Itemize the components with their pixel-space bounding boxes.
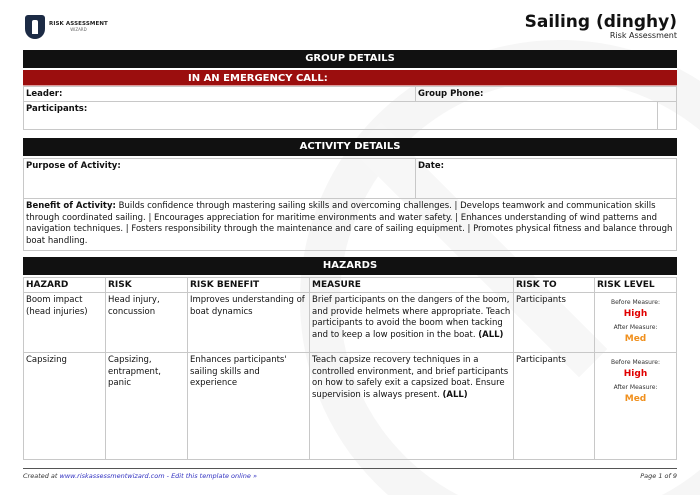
emergency-call-banner: IN AN EMERGENCY CALL: — [23, 68, 677, 86]
hazards-heading: HAZARDS — [23, 257, 677, 275]
risk-cell: Capsizing, entrapment, panic — [106, 353, 188, 460]
before-measure-label: Before Measure: — [610, 299, 661, 306]
logo — [25, 15, 108, 39]
edit-template-link[interactable]: - Edit this template online » — [166, 472, 257, 480]
logo-subtitle: WIZARD — [70, 27, 87, 33]
col-hazard: HAZARD — [24, 278, 106, 293]
after-level-badge: Med — [624, 333, 647, 344]
risk-level-cell — [595, 353, 677, 460]
activity-details-table — [23, 158, 677, 251]
after-measure-label: After Measure: — [613, 384, 658, 391]
col-risk-benefit: RISK BENEFIT — [188, 278, 310, 293]
risk-level-cell — [595, 293, 677, 353]
hazards-header-row — [24, 278, 677, 293]
measure-text: Teach capsize recovery techniques in a controlled environment, and brief participants on how to safely exit a capsized boat. Ensure supervision is always present. — [312, 355, 509, 400]
hazard-row — [24, 293, 677, 353]
risk-benefit-cell: Enhances participants' sailing skills and experience — [188, 353, 310, 460]
created-at-text: Created at — [23, 472, 58, 480]
risk-cell: Head injury, concussion — [106, 293, 188, 353]
before-level-badge: High — [623, 308, 648, 319]
col-risk: RISK — [106, 278, 188, 293]
document-footer — [23, 468, 677, 480]
before-level-badge: High — [623, 368, 648, 379]
col-measure: MEASURE — [310, 278, 514, 293]
benefit-field — [24, 199, 677, 251]
measure-text: Brief participants on the dangers of the boom, and provide helmets where appropriate. Teach participants to avoid the boom when tacking and to keep a low position in the boat. — [312, 295, 511, 340]
date-label: Date: — [418, 161, 445, 171]
document-title: Sailing (dinghy) — [524, 12, 677, 32]
risk-to-cell: Participants — [514, 293, 595, 353]
logo-title: RISK ASSESSMENT — [49, 20, 108, 27]
purpose-label: Purpose of Activity: — [26, 161, 121, 171]
risk-to-cell: Participants — [514, 353, 595, 460]
participants-label: Participants: — [26, 104, 88, 114]
leader-field[interactable] — [24, 87, 416, 102]
hazard-cell: Boom impact (head injuries) — [24, 293, 106, 353]
measure-cell — [310, 353, 514, 460]
col-risk-to: RISK TO — [514, 278, 595, 293]
hazards-table — [23, 277, 677, 460]
col-risk-level: RISK LEVEL — [595, 278, 677, 293]
group-phone-field[interactable] — [416, 87, 677, 102]
lighthouse-shield-icon — [25, 15, 45, 39]
benefit-label: Benefit of Activity: — [26, 201, 116, 211]
activity-details-heading: ACTIVITY DETAILS — [23, 138, 677, 156]
document-header — [23, 0, 677, 50]
before-measure-label: Before Measure: — [610, 359, 661, 366]
group-phone-label: Group Phone: — [418, 89, 484, 99]
page-number: Page 1 of 9 — [640, 472, 677, 480]
after-measure-label: After Measure: — [613, 324, 658, 331]
participants-field[interactable] — [24, 102, 658, 130]
risk-benefit-cell: Improves understanding of boat dynamics — [188, 293, 310, 353]
group-details-heading: GROUP DETAILS — [23, 50, 677, 68]
participants-extra-cell[interactable] — [658, 102, 677, 130]
document-subtitle: Risk Assessment — [609, 31, 677, 40]
date-field[interactable] — [416, 159, 677, 199]
measure-tag: (ALL) — [478, 329, 504, 340]
group-details-table — [23, 86, 677, 130]
site-link[interactable]: www.riskassessmentwizard.com — [59, 472, 165, 480]
measure-cell — [310, 293, 514, 353]
purpose-field[interactable] — [24, 159, 416, 199]
hazard-cell: Capsizing — [24, 353, 106, 460]
measure-tag: (ALL) — [442, 389, 468, 400]
hazard-row — [24, 353, 677, 460]
leader-label: Leader: — [26, 89, 63, 99]
document-page — [23, 0, 677, 460]
benefit-text: Builds confidence through mastering sailing skills and overcoming challenges. | Develops teamwork and communication skills through coordinated sailing. | Encourages appreciation for maritime environments and water safety. | Enhances understanding of wind patterns and navigation techniques. | Fosters responsibility through the maintenance and care of sailing equipment. | Promotes physical fitness and balance through boat handling. — [26, 201, 673, 246]
after-level-badge: Med — [624, 393, 647, 404]
